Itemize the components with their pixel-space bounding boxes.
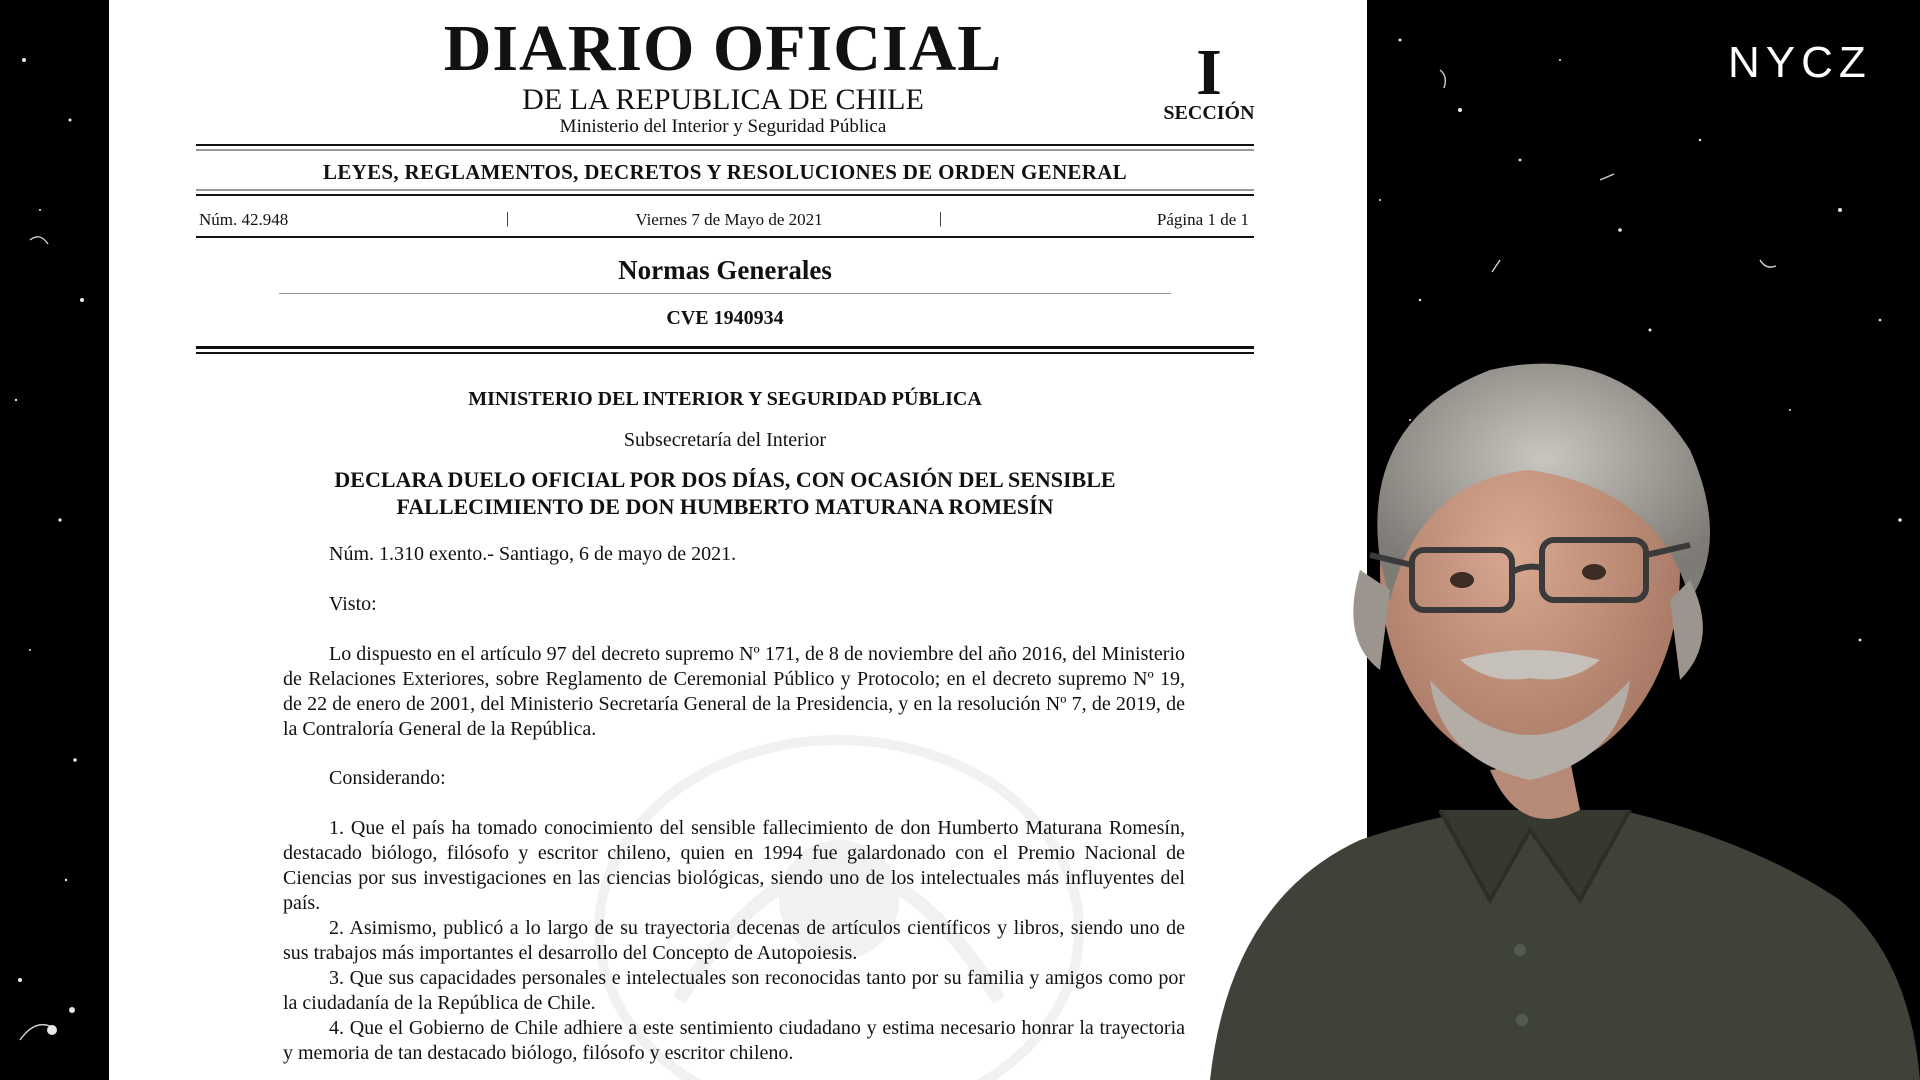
newspaper-subtitle: DE LA REPUBLICA DE CHILE xyxy=(522,83,924,116)
considerando-heading: Considerando: xyxy=(329,767,446,789)
section-title: Normas Generales xyxy=(618,255,832,285)
diario-oficial-page xyxy=(109,0,1367,1080)
header-rule-top-thin xyxy=(196,149,1254,151)
brand-text: NYCZ xyxy=(1728,38,1872,87)
section-number: I xyxy=(1196,36,1222,109)
info-rule xyxy=(196,236,1254,238)
considerando-list xyxy=(283,816,1185,1066)
document-subsecretaria: Subsecretaría del Interior xyxy=(623,429,827,451)
nycz-logo xyxy=(1728,38,1872,88)
list-item: 3. Que sus capacidades personales e intelectuales son reconocidas tanto por su familia y amigos como por la ciudadanía de la República de Chile. xyxy=(283,967,1185,1014)
declaration-line: DECLARA DUELO OFICIAL POR DOS DÍAS, CON OCASIÓN DEL SENSIBLE xyxy=(334,467,1116,492)
info-separator: | xyxy=(506,210,510,227)
cve-rule xyxy=(196,346,1254,349)
ministry-line: Ministerio del Interior y Seguridad Pública xyxy=(559,116,887,137)
banner-rule-thin xyxy=(196,189,1254,191)
declaration-title xyxy=(196,466,1254,520)
visto-paragraph: Lo dispuesto en el artículo 97 del decreto supremo Nº 171, de 8 de noviembre del año 2016, del Ministerio de Relaciones Exteriores, sobre Reglamento de Ceremonial Público y Protocolo; en el decreto supremo Nº 19, de 22 de enero de 2001, del Ministerio Secretaría General de la Presidencia, y en la resolución Nº 7, de 2019, de la Contraloría General de la República. xyxy=(283,643,1185,740)
decree-number: Núm. 1.310 exento.- Santiago, 6 de mayo de 2021. xyxy=(329,543,737,565)
list-item: 1. Que el país ha tomado conocimiento del sensible fallecimiento de don Humberto Maturana Romesín, destacado biólogo, filósofo y escritor chileno, quien en 1994 fue galardonado con el Premio Nacional de Ciencias por sus investigaciones en las ciencias biológicas, siendo uno de los intelectuales más influyentes del país. xyxy=(283,817,1185,914)
header-rule-top xyxy=(196,144,1254,146)
newspaper-title: DIARIO OFICIAL xyxy=(443,12,1003,85)
list-item: 4. Que el Gobierno de Chile adhiere a este sentimiento ciudadano y estima necesario honrar la trayectoria y memoria de tan destacado biólogo, filósofo y escritor chileno. xyxy=(283,1017,1185,1064)
section-divider xyxy=(279,293,1171,294)
portrait-photo xyxy=(1190,340,1920,1080)
banner-rule xyxy=(196,194,1254,196)
section-label: SECCIÓN xyxy=(1163,102,1255,124)
document-ministry: MINISTERIO DEL INTERIOR Y SEGURIDAD PÚBLICA xyxy=(468,388,982,410)
cve-code: CVE 1940934 xyxy=(666,307,784,329)
cve-rule-2 xyxy=(196,352,1254,354)
info-separator: | xyxy=(939,210,943,227)
page-count: Página 1 de 1 xyxy=(1156,210,1249,229)
list-item: 2. Asimismo, publicó a lo largo de su trayectoria decenas de artículos científicos y libros, siendo uno de sus trabajos más importantes el desarrollo del Concepto de Autopoiesis. xyxy=(283,917,1185,964)
visto-heading: Visto: xyxy=(329,593,377,615)
declaration-line: FALLECIMIENTO DE DON HUMBERTO MATURANA ROMESÍN xyxy=(396,494,1054,519)
issue-number: Núm. 42.948 xyxy=(199,210,289,229)
issue-date: Viernes 7 de Mayo de 2021 xyxy=(635,210,823,229)
banner-title: LEYES, REGLAMENTOS, DECRETOS Y RESOLUCIONES DE ORDEN GENERAL xyxy=(323,160,1127,184)
